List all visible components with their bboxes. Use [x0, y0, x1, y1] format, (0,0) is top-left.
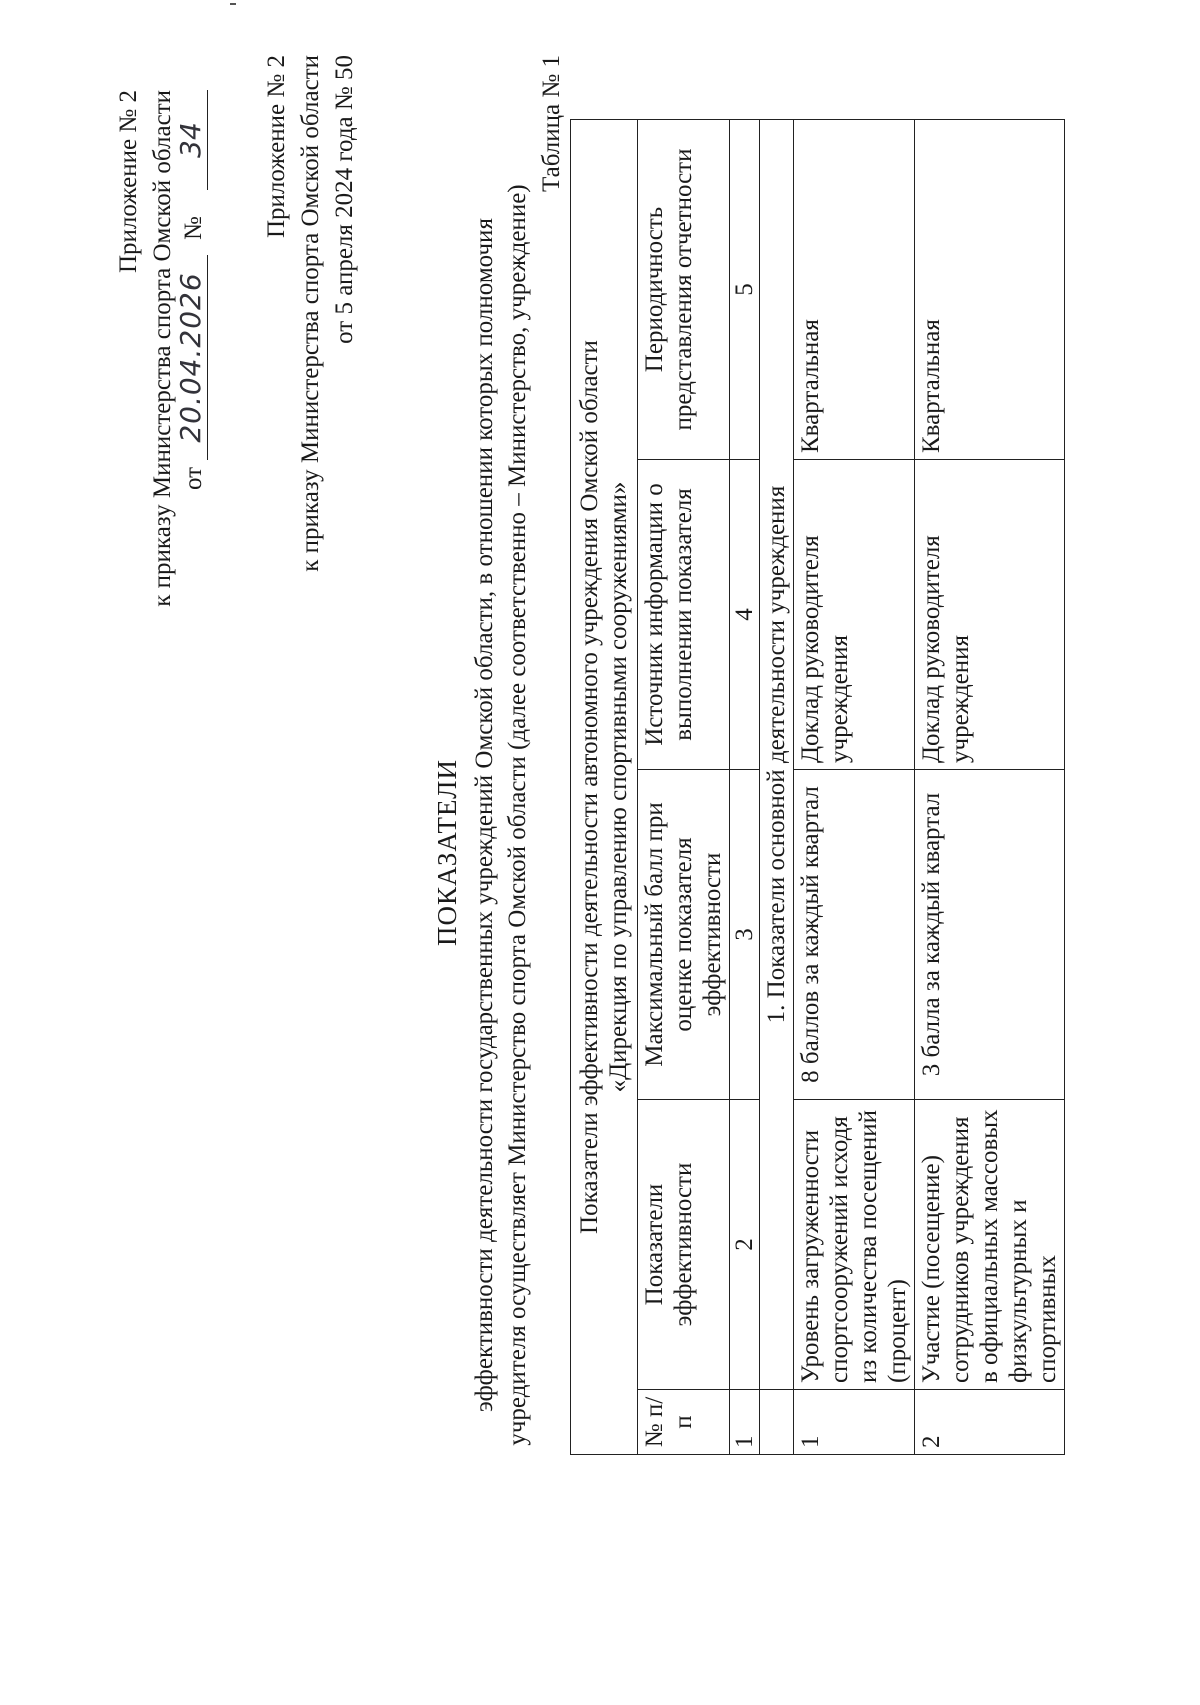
- annex-previous-block: [260, 55, 362, 572]
- row-indicator: Уровень загруженности спортсооружений исходя из количества посещений (процент): [794, 1100, 915, 1390]
- table-caption: [571, 120, 638, 1455]
- annex-current-order: к приказу Министерства спорта Омской области: [149, 90, 176, 607]
- header-indicator: Показатели эффективности: [638, 1100, 730, 1390]
- column-number: 1: [730, 1390, 760, 1455]
- section-title: 1. Показатели основной деятельности учреждения: [760, 120, 794, 1390]
- column-number: 4: [730, 460, 760, 770]
- header-source: Источник информации о выполнении показателя: [638, 460, 730, 770]
- table-caption-line-1: Показатели эффективности деятельности автономного учреждения Омской области: [576, 340, 603, 1234]
- row-indicator: Участие (посещение) сотрудников учреждения в официальных массовых физкультурных и спортивных: [915, 1100, 1065, 1390]
- column-number: 5: [730, 120, 760, 460]
- row-period: Квартальная: [794, 120, 915, 460]
- ot-label: от: [180, 466, 207, 490]
- indicators-table: [570, 119, 1065, 1455]
- row-source: Доклад руководителя учреждения: [794, 460, 915, 770]
- table-number: Таблица № 1: [538, 55, 565, 193]
- number-label: №: [180, 216, 207, 240]
- row-period: Квартальная: [915, 120, 1065, 460]
- row-number: 2: [915, 1390, 1065, 1455]
- row-max-score: 3 балла за каждый квартал: [915, 770, 1065, 1100]
- header-max-score: Максимальный балл при оценке показателя эффективности: [638, 770, 730, 1100]
- table-caption-row: [571, 120, 638, 1455]
- annex-current-block: [112, 90, 180, 607]
- subtitle-line-1: эффективности деятельности государственных учреждений Омской области, в отношении которых полномочия: [471, 218, 498, 1412]
- table-row: [915, 120, 1065, 1455]
- table-header-row: [638, 120, 730, 1455]
- section-row: [760, 120, 794, 1455]
- annex-previous-order: к приказу Министерства спорта Омской области: [297, 55, 324, 572]
- column-number: 3: [730, 770, 760, 1100]
- annex-current-date-line: [174, 90, 214, 490]
- document-title: ПОКАЗАТЕЛИ: [432, 759, 462, 946]
- annex-current-title: Приложение № 2: [115, 90, 142, 274]
- row-number: 1: [794, 1390, 915, 1455]
- subtitle-line-2: учредителя осуществляет Министерство спорта Омской области (далее соответственно – Министерство, учреждение): [504, 184, 531, 1446]
- annex-previous-date: от 5 апреля 2024 года № 50: [331, 55, 358, 344]
- table-caption-line-2: «Дирекция по управлению спортивными сооружениями»: [605, 481, 632, 1093]
- section-empty-cell: [760, 1390, 794, 1455]
- scan-edge-mark: [230, 3, 236, 5]
- handwritten-date: 20.04.2026: [174, 255, 208, 460]
- table-row: [794, 120, 915, 1455]
- column-number: 2: [730, 1100, 760, 1390]
- handwritten-number: 34: [174, 90, 208, 190]
- document-subtitle: [468, 105, 534, 1525]
- row-max-score: 8 баллов за каждый квартал: [794, 770, 915, 1100]
- row-source: Доклад руководителя учреждения: [915, 460, 1065, 770]
- header-period: Периодичность представления отчетности: [638, 120, 730, 460]
- header-number: № п/п: [638, 1390, 730, 1455]
- column-number-row: [730, 120, 760, 1455]
- annex-previous-title: Приложение № 2: [263, 55, 290, 239]
